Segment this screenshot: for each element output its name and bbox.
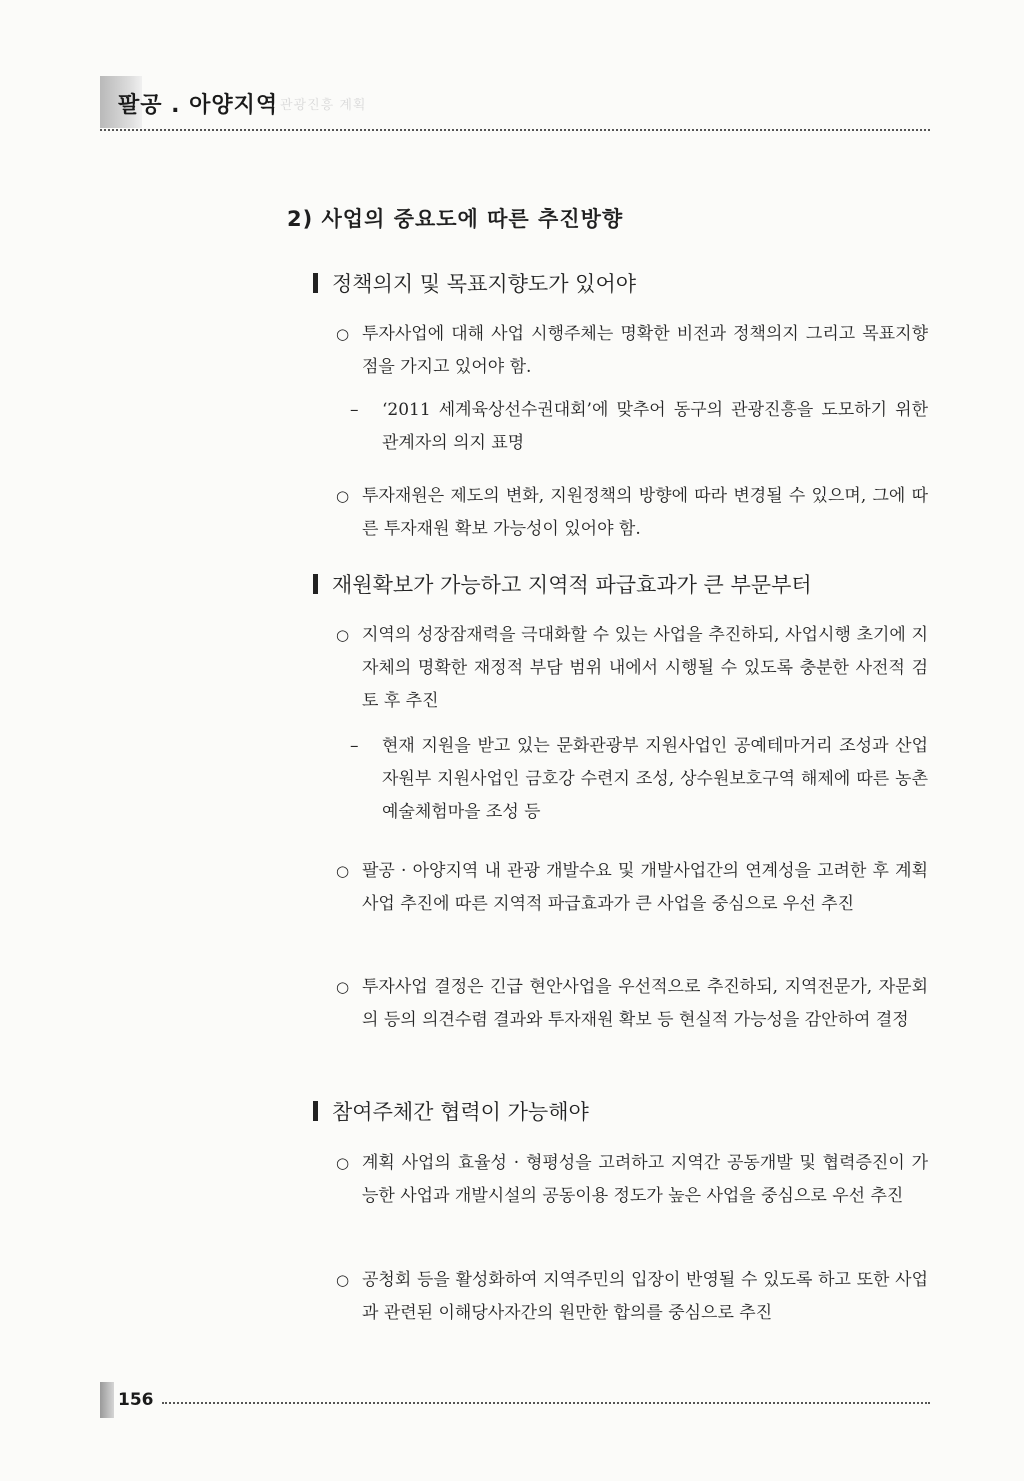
header-dotted-rule bbox=[100, 129, 930, 131]
section-title: 2) 사업의 중요도에 따른 추진방향 bbox=[287, 207, 624, 231]
dash-bullet-icon: – bbox=[350, 400, 359, 420]
list-item bbox=[336, 1147, 928, 1213]
circle-bullet-icon: ○ bbox=[336, 626, 350, 644]
list-item-text: 공청회 등을 활성화하여 지역주민의 입장이 반영될 수 있도록 하고 또한 사업과 관련된 이해당사자간의 원만한 합의를 중심으로 추진 bbox=[362, 1270, 928, 1323]
subsection-heading-3: 참여주체간 협력이 가능해야 bbox=[313, 1096, 589, 1126]
heading-bar-icon bbox=[313, 273, 318, 293]
list-item-dash bbox=[350, 730, 928, 829]
list-item-text: 계획 사업의 효율성 · 형평성을 고려하고 지역간 공동개발 및 협력증진이 가능한 사업과 개발시설의 공동이용 정도가 높은 사업을 중심으로 우선 추진 bbox=[362, 1153, 928, 1206]
list-item-text: 팔공 · 아양지역 내 관광 개발수요 및 개발사업간의 연계성을 고려한 후 계획사업 추진에 따른 지역적 파급효과가 큰 사업을 중심으로 우선 추진 bbox=[362, 861, 928, 914]
page-footer bbox=[100, 1382, 930, 1422]
header-title: 팔공 . 아양지역 bbox=[118, 93, 279, 118]
heading-bar-icon bbox=[313, 1101, 318, 1121]
circle-bullet-icon: ○ bbox=[336, 487, 350, 505]
circle-bullet-icon: ○ bbox=[336, 325, 350, 343]
footer-dotted-rule bbox=[162, 1402, 930, 1404]
list-item-text: ‘2011 세계육상선수권대회’에 맞추어 동구의 관광진흥을 도모하기 위한 관계자의 의지 표명 bbox=[382, 400, 928, 453]
circle-bullet-icon: ○ bbox=[336, 978, 350, 996]
circle-bullet-icon: ○ bbox=[336, 1154, 350, 1172]
list-item bbox=[336, 480, 928, 546]
list-item bbox=[336, 1264, 928, 1330]
page-header bbox=[100, 70, 930, 132]
subsection-heading-2: 재원확보가 가능하고 지역적 파급효과가 큰 부문부터 bbox=[313, 569, 812, 599]
list-item-text: 현재 지원을 받고 있는 문화관광부 지원사업인 공예테마거리 조성과 산업자원부 지원사업인 금호강 수련지 조성, 상수원보호구역 해제에 따른 농촌예술체험마을 조성 등 bbox=[382, 736, 928, 822]
header-subtitle: 관광진흥 계획 bbox=[280, 98, 367, 113]
list-item-text: 지역의 성장잠재력을 극대화할 수 있는 사업을 추진하되, 사업시행 초기에 지자체의 명확한 재정적 부담 범위 내에서 시행될 수 있도록 충분한 사전적 검토 후 추진 bbox=[362, 625, 928, 711]
circle-bullet-icon: ○ bbox=[336, 1271, 350, 1289]
circle-bullet-icon: ○ bbox=[336, 862, 350, 880]
page-number: 156 bbox=[118, 1390, 154, 1410]
footer-gray-block bbox=[100, 1382, 114, 1418]
list-item-text: 투자재원은 제도의 변화, 지원정책의 방향에 따라 변경될 수 있으며, 그에 따른 투자재원 확보 가능성이 있어야 함. bbox=[362, 486, 928, 539]
heading-bar-icon bbox=[313, 574, 318, 594]
list-item-text: 투자사업 결정은 긴급 현안사업을 우선적으로 추진하되, 지역전문가, 자문회의 등의 의견수렴 결과와 투자재원 확보 등 현실적 가능성을 감안하여 결정 bbox=[362, 977, 928, 1030]
dash-bullet-icon: – bbox=[350, 736, 359, 756]
list-item bbox=[336, 855, 928, 921]
list-item bbox=[336, 318, 928, 384]
list-item bbox=[336, 971, 928, 1037]
subsection-heading-1: 정책의지 및 목표지향도가 있어야 bbox=[313, 268, 636, 298]
list-item-dash bbox=[350, 394, 928, 460]
list-item bbox=[336, 619, 928, 718]
list-item-text: 투자사업에 대해 사업 시행주체는 명확한 비전과 정책의지 그리고 목표지향점을 가지고 있어야 함. bbox=[362, 324, 928, 377]
